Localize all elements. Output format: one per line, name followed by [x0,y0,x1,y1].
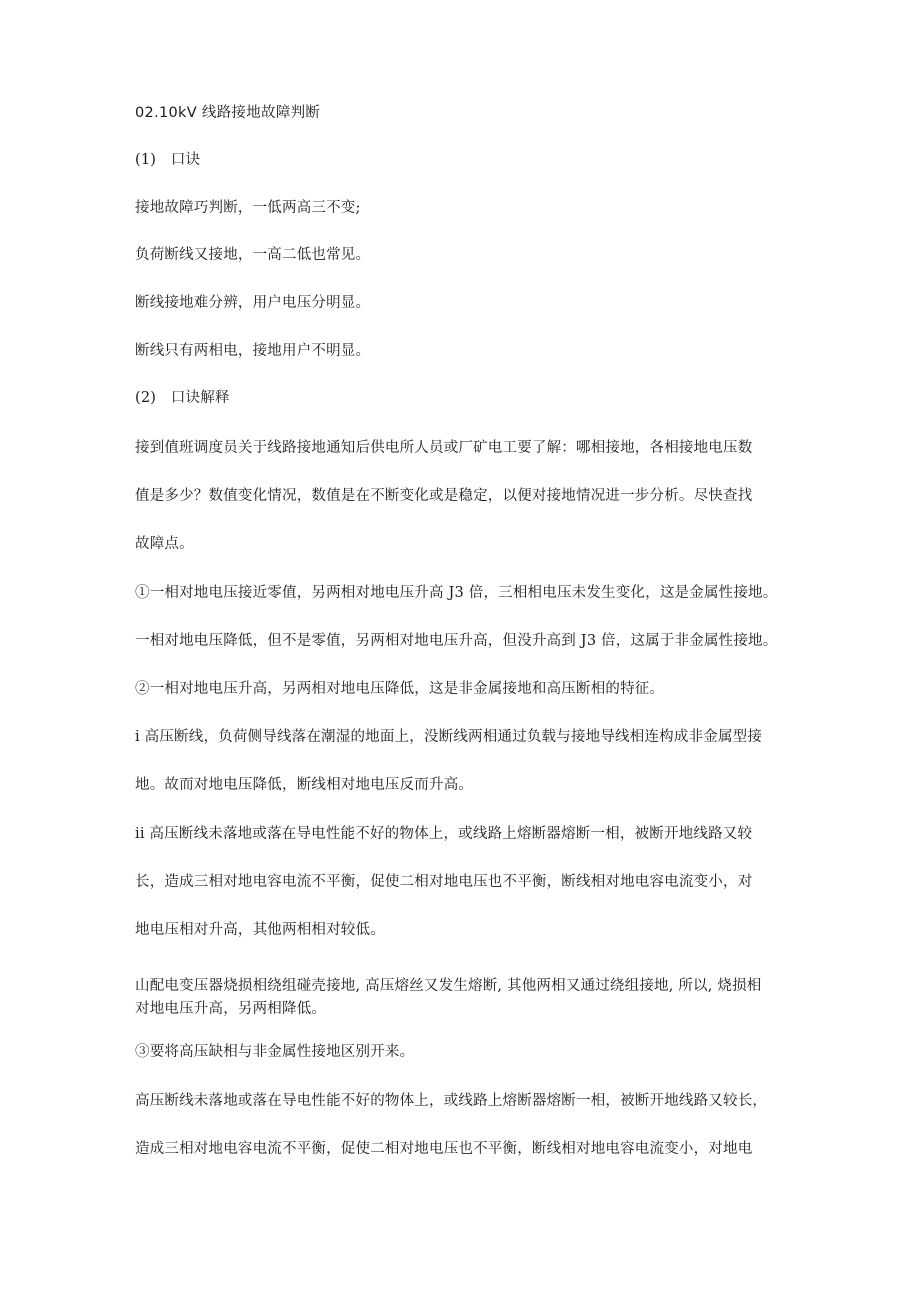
paragraph-line: ②一相对地电压升高，另两相对地电压降低，这是非金属接地和高压断相的特征。 [135,681,665,697]
verse-line: 断线接地难分辨，用户电压分明显。 [135,295,371,311]
verse-line: 接地故障巧判断，一低两高三不变; [135,200,361,216]
verse-line: 断线只有两相电，接地用户不明显。 [135,343,371,359]
paragraph-line: 高压断线未落地或落在导电性能不好的物体上，或线路上熔断器熔断一相，被断开地线路又较长， [135,1093,768,1109]
paragraph-line: ③要将高压缺相与非金属性接地区别开来。 [135,1044,415,1060]
paragraph-line: 造成三相对地电容电流不平衡，促使二相对地电压也不平衡，断线相对地电容电流变小，对地电 [135,1141,753,1157]
paragraph-line: 接到值班调度员关于线路接地通知后供电所人员或厂矿电工要了解：哪相接地，各相接地电压数 [135,440,753,456]
paragraph-line: i 高压断线，负荷侧导线落在潮湿的地面上，没断线两相通过负载与接地导线相连构成非金属型接 [135,729,763,745]
paragraph-line: ①一相对地电压接近零值，另两相对地电压升高 J3 倍，三相相电压未发生变化，这是金属性接地。 [135,585,778,601]
section-heading-explanation: (2) 口诀解释 [135,390,230,406]
section-heading-mnemonic: (1) 口诀 [135,152,201,168]
verse-line: 负荷断线又接地，一高二低也常见。 [135,247,371,263]
paragraph-line: 山配电变压器烧损相绕组碰壳接地, 高压熔丝又发生熔断, 其他两相又通过绕组接地, 所以, 烧损相 [135,978,762,994]
paragraph-line: 故障点。 [135,536,194,552]
paragraph-line: 长，造成三相对地电容电流不平衡，促使二相对地电压也不平衡，断线相对地电容电流变小，对 [135,874,753,890]
paragraph-line: ii 高压断线未落地或落在导电性能不好的物体上，或线路上熔断器熔断一相，被断开地线路又较 [135,826,753,842]
paragraph-line: 值是多少？数值变化情况，数值是在不断变化或是稳定，以便对接地情况进一步分析。尽快查找 [135,488,753,504]
paragraph-line: 一相对地电压降低，但不是零值，另两相对地电压升高，但没升高到 J3 倍，这属于非金属性接地。 [135,633,778,649]
paragraph-line: 地。故而对地电压降低，断线相对地电压反而升高。 [135,777,474,793]
document-title: 02.10kV 线路接地故障判断 [135,105,321,121]
paragraph-line: 对地电压升高，另两相降低。 [135,1001,327,1017]
paragraph-line: 地电压相对升高，其他两相相对较低。 [135,922,385,938]
